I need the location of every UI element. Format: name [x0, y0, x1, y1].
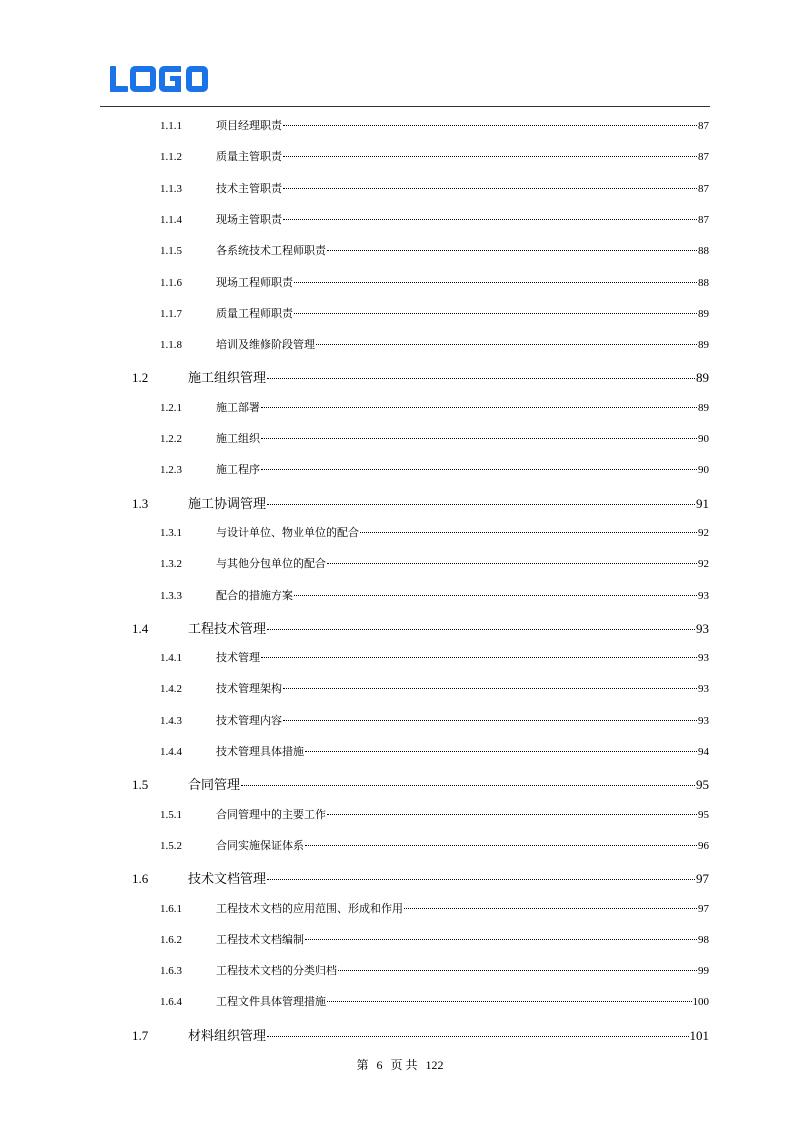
toc-entry[interactable]: [160, 211, 709, 227]
toc-entry-page: 93: [698, 683, 709, 696]
toc-entry-page: 98: [698, 933, 709, 946]
toc-entry[interactable]: [132, 493, 709, 512]
footer-prefix: 第: [356, 1058, 369, 1072]
toc-entry[interactable]: [160, 430, 709, 446]
toc-entry[interactable]: [160, 900, 709, 916]
toc-dot-leader: [327, 250, 697, 251]
toc-entry[interactable]: [160, 305, 709, 321]
toc-entry-title: 施工程序: [216, 463, 260, 477]
toc-entry-number: 1.3.1: [160, 526, 182, 539]
toc-entry-page: 97: [698, 902, 709, 915]
toc-entry-page: 99: [698, 965, 709, 978]
toc-entry-title: 施工部署: [216, 400, 260, 414]
toc-entry[interactable]: [160, 555, 709, 571]
toc-entry[interactable]: [160, 993, 709, 1009]
toc-dot-leader: [267, 629, 695, 630]
toc-entry-page: 97: [696, 871, 709, 887]
toc-entry-title: 施工组织管理: [188, 371, 267, 387]
footer-current-page: 6: [376, 1058, 383, 1072]
toc-entry-number: 1.5.1: [160, 808, 182, 821]
toc-entry[interactable]: [160, 242, 709, 258]
toc-dot-leader: [327, 814, 697, 815]
toc-entry-number: 1.5.2: [160, 839, 182, 852]
toc-entry-page: 88: [698, 276, 709, 289]
toc-entry[interactable]: [160, 837, 709, 853]
toc-entry-title: 材料组织管理: [188, 1028, 267, 1044]
toc-entry-title: 合同管理: [188, 778, 241, 794]
toc-entry-number: 1.4.2: [160, 683, 182, 696]
toc-entry-page: 90: [698, 433, 709, 445]
toc-entry-page: 93: [698, 714, 709, 727]
toc-entry-number: 1.2.3: [160, 464, 182, 477]
toc-entry[interactable]: [160, 931, 709, 947]
toc-dot-leader: [283, 219, 697, 220]
toc-dot-leader: [305, 751, 697, 752]
toc-entry-number: 1.1.2: [160, 151, 182, 164]
toc-entry-page: 93: [698, 589, 709, 602]
toc-entry[interactable]: [160, 587, 709, 603]
toc-dot-leader: [261, 407, 697, 408]
toc-entry[interactable]: [160, 461, 709, 477]
toc-entry-title: 技术管理: [216, 651, 260, 665]
toc-entry[interactable]: [160, 680, 709, 696]
toc-entry-title: 工程技术文档的应用范围、形成和作用: [216, 901, 403, 915]
toc-entry-number: 1.1.1: [160, 120, 182, 132]
toc-entry[interactable]: [160, 649, 709, 665]
toc-dot-leader: [283, 720, 697, 721]
toc-entry-page: 89: [698, 339, 709, 352]
toc-entry-page: 95: [696, 777, 709, 793]
toc-entry-page: 89: [698, 401, 709, 414]
toc-entry-page: 89: [696, 370, 709, 386]
toc-entry-number: 1.4.1: [160, 652, 182, 665]
toc-entry-number: 1.3.2: [160, 558, 182, 571]
toc-entry-number: 1.6.3: [160, 965, 182, 978]
toc-entry[interactable]: [132, 1025, 709, 1044]
toc-entry-title: 技术管理架构: [216, 682, 282, 696]
toc-entry-number: 1.5: [132, 777, 149, 793]
toc-dot-leader: [338, 970, 697, 971]
toc-dot-leader: [267, 1036, 688, 1037]
toc-entry-title: 配合的措施方案: [216, 588, 293, 602]
toc-entry-title: 各系统技术工程师职责: [216, 244, 326, 258]
toc-entry-number: 1.2.1: [160, 401, 182, 414]
toc-dot-leader: [261, 438, 697, 439]
toc-dot-leader: [404, 908, 697, 909]
toc-dot-leader: [283, 188, 697, 189]
toc-entry-page: 101: [689, 1027, 709, 1043]
toc-entry[interactable]: [132, 868, 709, 887]
toc-entry-page: 90: [698, 464, 709, 477]
toc-dot-leader: [305, 939, 697, 940]
toc-entry-title: 施工组织: [216, 432, 260, 445]
toc-entry-page: 93: [698, 652, 709, 665]
toc-entry[interactable]: [160, 148, 709, 164]
toc-entry-page: 95: [698, 808, 709, 821]
toc-dot-leader: [305, 845, 697, 846]
toc-entry[interactable]: [132, 774, 709, 793]
toc-entry-number: 1.1.8: [160, 339, 182, 352]
toc-entry-title: 技术管理内容: [216, 713, 282, 727]
toc-entry-number: 1.3.3: [160, 589, 182, 602]
toc-entry-title: 合同管理中的主要工作: [216, 807, 326, 821]
toc-dot-leader: [327, 563, 697, 564]
toc-entry-number: 1.4.3: [160, 714, 182, 727]
toc-entry-title: 技术管理具体措施: [216, 745, 304, 758]
toc-entry-page: 96: [698, 839, 709, 852]
toc-entry-page: 91: [696, 495, 709, 511]
toc-entry-page: 94: [698, 746, 709, 758]
toc-entry[interactable]: [160, 962, 709, 978]
toc-entry-number: 1.1.6: [160, 276, 182, 289]
toc-entry-title: 与其他分包单位的配合: [216, 557, 326, 571]
toc-entry-title: 施工协调管理: [188, 496, 267, 512]
toc-entry[interactable]: [160, 274, 709, 290]
toc-dot-leader: [261, 657, 697, 658]
toc-entry-page: 93: [696, 620, 709, 636]
toc-dot-leader: [283, 125, 697, 126]
toc-dot-leader: [261, 469, 697, 470]
toc-entry[interactable]: [160, 743, 709, 759]
toc-entry-number: 1.3: [132, 495, 149, 511]
toc-entry[interactable]: [160, 180, 709, 196]
toc-entry-page: 100: [692, 996, 709, 1009]
toc-entry[interactable]: [160, 806, 709, 822]
toc-entry-number: 1.6.4: [160, 996, 182, 1009]
toc-entry-number: 1.2: [132, 370, 149, 386]
toc-entry[interactable]: [160, 117, 709, 133]
toc-entry-title: 与设计单位、物业单位的配合: [216, 525, 359, 539]
toc-entry-number: 1.1.5: [160, 245, 182, 258]
toc-dot-leader: [327, 1001, 692, 1002]
toc-entry-title: 技术文档管理: [188, 872, 267, 888]
toc-entry-title: 技术主管职责: [216, 181, 282, 195]
toc-entry-number: 1.1.4: [160, 213, 182, 226]
footer-middle: 页 共: [390, 1058, 418, 1072]
toc-dot-leader: [283, 688, 697, 689]
toc-entry-title: 合同实施保证体系: [216, 838, 304, 852]
toc-entry-title: 工程文件具体管理措施: [216, 995, 326, 1009]
toc-entry-number: 1.1.7: [160, 307, 182, 320]
toc-entry-title: 工程技术文档的分类归档: [216, 964, 337, 978]
toc-dot-leader: [294, 595, 697, 596]
page-footer: [0, 1056, 800, 1073]
toc-entry-page: 87: [698, 120, 709, 132]
toc-dot-leader: [316, 344, 697, 345]
toc-dot-leader: [241, 785, 695, 786]
toc-dot-leader: [267, 879, 695, 880]
toc-dot-leader: [294, 313, 697, 314]
toc-entry[interactable]: [160, 336, 709, 352]
toc-entry-title: 工程技术文档编制: [216, 932, 304, 946]
toc-entry-title: 工程技术管理: [188, 621, 267, 637]
toc-entry-number: 1.7: [132, 1027, 149, 1043]
toc-entry[interactable]: [160, 712, 709, 728]
toc-entry-page: 92: [698, 558, 709, 571]
toc-entry-title: 培训及维修阶段管理: [216, 338, 315, 352]
toc-dot-leader: [267, 504, 695, 505]
toc-dot-leader: [283, 156, 697, 157]
toc-entry-page: 89: [698, 307, 709, 320]
toc-dot-leader: [360, 532, 697, 533]
toc-entry[interactable]: [160, 399, 709, 415]
toc-dot-leader: [267, 378, 695, 379]
toc-entry[interactable]: [132, 367, 709, 386]
toc-entry-number: 1.6.2: [160, 933, 182, 946]
footer-total-pages: 122: [425, 1058, 444, 1072]
toc-entry-number: 1.6: [132, 871, 149, 887]
toc-entry-title: 项目经理职责: [216, 119, 282, 132]
toc-entry-page: 88: [698, 245, 709, 258]
toc-entry-page: 87: [698, 151, 709, 164]
toc-entry-number: 1.2.2: [160, 433, 182, 445]
toc-entry-number: 1.4.4: [160, 746, 182, 758]
toc-entry-number: 1.4: [132, 620, 149, 636]
toc-entry-number: 1.6.1: [160, 902, 182, 915]
toc-dot-leader: [294, 282, 697, 283]
toc-entry-page: 87: [698, 182, 709, 195]
toc-entry[interactable]: [160, 524, 709, 540]
toc-entry-page: 87: [698, 213, 709, 226]
toc-entry-title: 现场工程师职责: [216, 275, 293, 289]
toc-entry-number: 1.1.3: [160, 182, 182, 195]
toc-entry-title: 质量工程师职责: [216, 306, 293, 320]
toc-entry-page: 92: [698, 526, 709, 539]
toc-entry[interactable]: [132, 618, 709, 637]
toc-entry-title: 现场主管职责: [216, 212, 282, 226]
toc-entry-title: 质量主管职责: [216, 150, 282, 164]
